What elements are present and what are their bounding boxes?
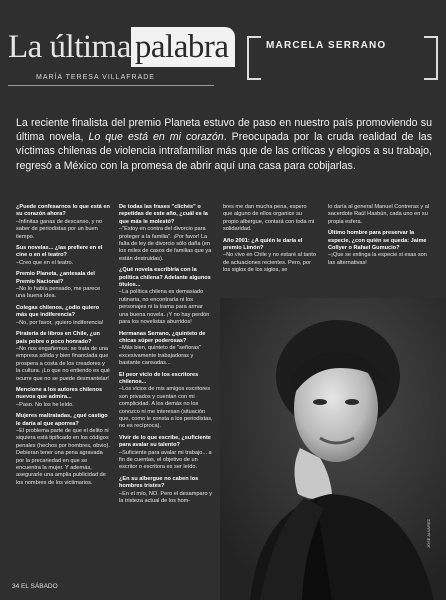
qa-item	[16, 331, 110, 383]
answer: –"Estoy en contra del divorcio para proteger a la familia". ¡Por favor! La falta de ley de divorcio sólo daña (en los miles de casos de familias que ya están destruidas).	[119, 226, 212, 262]
question: Hermanas Serrano, ¿quinteto de chicas súper poderosas?	[119, 330, 206, 344]
section-title-box: palabra	[131, 27, 235, 67]
question: Piratería de libros en Chile, ¿un país pobre o poco honrado?	[16, 331, 100, 345]
answer: –No, por favor, ¡quiero indiferencia!	[16, 319, 104, 326]
qa-item	[16, 204, 110, 241]
qa-item	[223, 238, 317, 275]
answer: –Los vicios de mis amigos escritores son privados y cuentan con mi complicidad. A los demás no los conozco ni me interesan (situación que, como le consta a los periodistas, no es recíproca).	[119, 386, 213, 430]
subject-name: MARCELA SERRANO	[266, 40, 387, 51]
intro-book-title: Lo que está en mi corazón	[88, 131, 224, 144]
qa-item	[119, 435, 213, 472]
answer: –Paso. No los he leído.	[16, 401, 74, 408]
header-rule	[8, 85, 214, 86]
qa-item	[328, 204, 432, 226]
qa-item	[16, 387, 110, 409]
qa-item	[16, 305, 110, 327]
intro-paragraph	[16, 116, 432, 173]
qa-item	[119, 331, 213, 368]
answer: –Suficiente para avalar mi trabajo... a fin de cuentas, el objetivo de un escritor o escritora es ser leído.	[119, 449, 212, 471]
qa-item	[119, 267, 213, 326]
author-photo	[220, 298, 446, 600]
answer: –Infinitas ganas de descanso, y no saber de periodistas por un buen tiempo.	[16, 218, 103, 240]
column-2	[119, 204, 213, 576]
column-4	[328, 204, 432, 296]
question: Mujeres maltratadas, ¿qué castigo le daría al que aporrea?	[16, 413, 108, 427]
answer: –No vivo en Chile y no estaré al tanto de actuaciones recientes. Pero, por los siglos de los siglos, se	[223, 252, 316, 274]
column-3	[223, 204, 317, 296]
photo-credit: JOSÉ ALVAREZ	[426, 519, 431, 548]
answer: –La política chilena es demasiado rutinaria, no encontraría ni los personajes ni la trama para armar una buena novela. ¡Y no hay perdón para los novelistas aburridos!	[119, 289, 210, 326]
question: Año 2001: ¿A quién le daría el premio Limón?	[223, 237, 303, 252]
intro-part2: . Preocupada por la cruda realidad de las víctimas chilenas de violencia intrafamiliar más que de las críticas y elogios a su trabajo, regresó a México con la promesa de abrir aquí una casa para cobijarlas.	[16, 131, 432, 172]
question: Colegas chilenos, ¿odio quiero más que indiferencia?	[16, 304, 99, 319]
right-bracket	[424, 36, 438, 80]
qa-item	[16, 245, 110, 267]
answer: –Más bien, quinteto de "señoras" excesivamente trabajadoras y bastante cansadas...	[119, 345, 202, 367]
question: El peor vicio de los escritores chilenos...	[119, 371, 199, 385]
answer: –No lo había pensado, me parece una buena idea.	[16, 286, 101, 300]
intro-part1: La reciente finalista del premio Planeta estuvo de paso en nuestro país promoviendo su última novela,	[16, 117, 432, 144]
qa-item	[119, 476, 213, 506]
left-bracket	[247, 36, 261, 80]
byline: MARÍA TERESA VILLAFRADE	[36, 74, 155, 81]
answer: –¡Que se extinga la especie si esas son las alternativas!	[328, 252, 427, 266]
question: ¿En su albergue no caben los hombres tristes?	[119, 475, 199, 490]
answer: –En el mío, NO. Pero el desamparo y la tristeza actual de los hom-	[119, 490, 212, 505]
question: Premio Planeta, ¿antesala del Premio Nacional?	[16, 271, 95, 285]
column-1	[16, 204, 110, 576]
magazine-name: EL SÁBADO	[21, 583, 58, 590]
qa-item	[16, 271, 110, 301]
question: Último hombre para preservar la especie, ¿con quién se queda: Jaime Collyer o Rafael Gumucio?	[328, 230, 427, 252]
qa-item	[223, 204, 317, 234]
answer: –El problema parte de que el delito ni siquiera está tipificado en los códigos penales (hechos por hombres, obvio). Debieran tener una pena agravada por la precariedad en que se encuentra la mujer. Y además, asegurarle una amplia publicidad de los nombres de los victimarios.	[16, 427, 110, 486]
qa-item	[328, 230, 432, 267]
question: Mencione a los autores chilenos nuevos que admira...	[16, 386, 103, 401]
question: ¿Qué novela escribiría con la política chilena? Adelante algunos títulos...	[119, 267, 211, 289]
question: ¿Puede confesarnos lo que está en su corazón ahora?	[16, 204, 110, 218]
question: Sus novelas... ¿las prefiere en el cine o en el teatro?	[16, 245, 103, 259]
question: Vivir de lo que escribe, ¿suficiente para avalar su talento?	[119, 434, 211, 449]
section-title-prefix: La última	[8, 29, 131, 65]
question: De todas las frases "clichés" o repetidas de este año, ¿cuál es la que más le molestó?	[119, 204, 208, 225]
qa-item	[119, 204, 213, 263]
page-number: 34	[12, 583, 20, 590]
section-title	[8, 27, 235, 67]
answer: –No nos engañemos: se trata de una empresa sólida y bien financiada que prospera a costa de los creadores y la cultura. ¡Lo que no entiendo es qué ocurre que no se puede desmantelar!	[16, 345, 110, 382]
answer: lo daría al general Manuel Contreras y al sacerdote Raúl Hasbún, cada uno en su propia esfera.	[328, 204, 430, 225]
answer: –Creo que en el teatro.	[16, 259, 74, 266]
page-footer	[12, 583, 58, 590]
qa-item	[16, 413, 110, 487]
qa-item	[119, 372, 213, 431]
answer: bres me dan mucha pena, espero que alguno de ellos organice su propio albergue, contará con toda mi solidaridad.	[223, 204, 315, 233]
